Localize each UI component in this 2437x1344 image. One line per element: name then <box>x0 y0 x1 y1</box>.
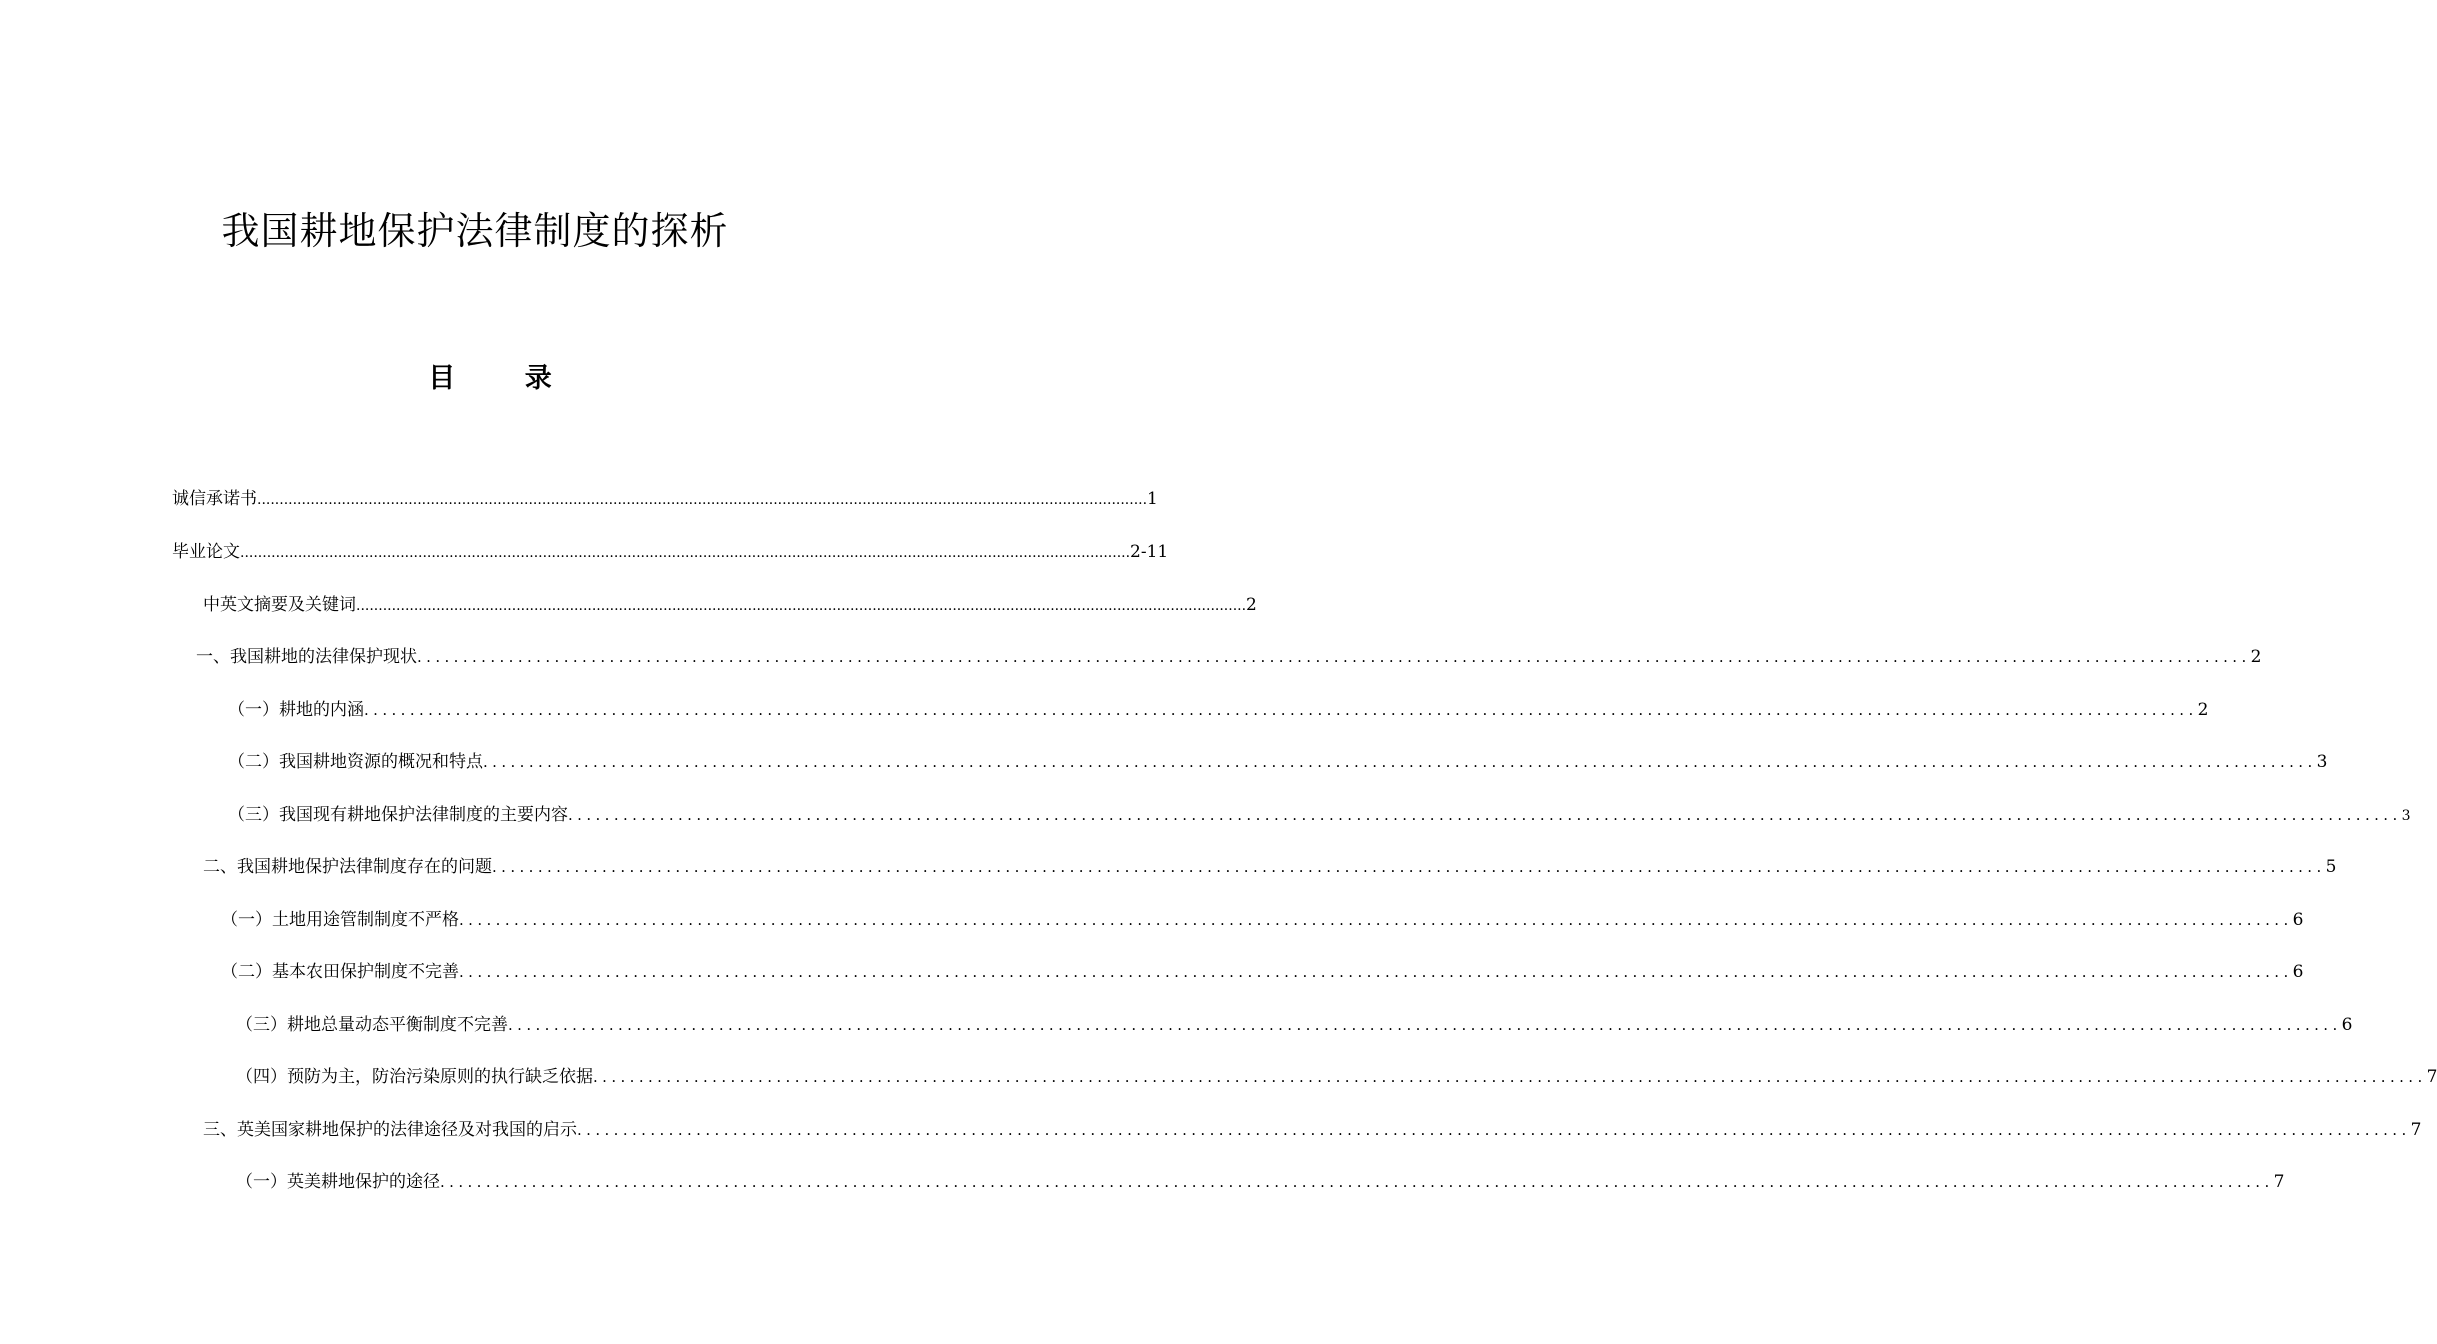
toc-entry-page: 6 <box>2292 962 2304 982</box>
toc-dot-leader: ........................................................................................................................................................................................................ <box>568 806 2402 824</box>
toc-entry-page: 7 <box>2273 1172 2285 1192</box>
toc-entry-label: 毕业论文 <box>172 542 240 562</box>
toc-entry-page: 2 <box>1246 595 1257 615</box>
document-title: 我国耕地保护法律制度的探析 <box>221 209 729 253</box>
toc-entry[interactable] <box>236 1167 2285 1192</box>
toc-entry-label: （四）预防为主，防治污染原则的执行缺乏依据 <box>236 1067 593 1087</box>
toc-dot-leader: ........................................................................................................................................................................................................ <box>440 1173 2274 1191</box>
toc-entry-label: 诚信承诺书 <box>172 489 257 509</box>
toc-entry[interactable] <box>196 642 2262 667</box>
toc-entry-label: （三）耕地总量动态平衡制度不完善 <box>236 1015 508 1035</box>
toc-entry-page: 3 <box>2401 808 2411 824</box>
toc-entry[interactable] <box>228 695 2209 720</box>
toc-entry-page: 3 <box>2316 752 2328 772</box>
toc-entry[interactable] <box>172 484 1158 509</box>
toc-dot-leader: ........................................................................................................................................................................................................ <box>483 753 2317 771</box>
toc-entry[interactable] <box>172 537 1169 562</box>
toc-entry-label: 二、我国耕地保护法律制度存在的问题 <box>203 857 492 877</box>
toc-heading: 目 录 <box>428 363 582 394</box>
toc-dot-leader: ........................................................................................................................................................................................................ <box>240 545 1131 561</box>
toc-entry[interactable] <box>221 905 2304 930</box>
toc-entry-page: 2 <box>2250 647 2262 667</box>
toc-entry-page: 2 <box>2197 700 2209 720</box>
toc-entry-label: 中英文摘要及关键词 <box>203 595 356 615</box>
toc-entry-label: （二）基本农田保护制度不完善 <box>221 962 459 982</box>
toc-dot-leader: ........................................................................................................................................................................................................ <box>356 598 1247 614</box>
toc-entry-label: （三）我国现有耕地保护法律制度的主要内容 <box>228 805 568 825</box>
toc-entry[interactable] <box>228 800 2411 825</box>
toc-entry-page: 1 <box>1147 489 1158 509</box>
toc-dot-leader: ........................................................................................................................................................................................................ <box>459 911 2293 929</box>
toc-entry-label: （一）耕地的内涵 <box>228 700 364 720</box>
toc-dot-leader: ........................................................................................................................................................................................................ <box>364 701 2198 719</box>
toc-entry-label: 一、我国耕地的法律保护现状 <box>196 647 417 667</box>
toc-entry[interactable] <box>203 590 1257 615</box>
toc-entry-label: （一）土地用途管制制度不严格 <box>221 910 459 930</box>
toc-entry[interactable] <box>236 1010 2353 1035</box>
toc-dot-leader: ........................................................................................................................................................................................................ <box>508 1016 2342 1034</box>
toc-entry[interactable] <box>203 1115 2422 1140</box>
toc-entry[interactable] <box>203 852 2337 877</box>
toc-entry[interactable] <box>221 957 2304 982</box>
toc-entry-page: 5 <box>2325 857 2337 877</box>
toc-dot-leader: ........................................................................................................................................................................................................ <box>593 1068 2427 1086</box>
toc-entry-page: 6 <box>2341 1015 2353 1035</box>
toc-entry-label: （一）英美耕地保护的途径 <box>236 1172 440 1192</box>
toc-entry-label: 三、英美国家耕地保护的法律途径及对我国的启示 <box>203 1120 577 1140</box>
toc-dot-leader: ........................................................................................................................................................................................................ <box>459 963 2293 981</box>
toc-entry-label: （二）我国耕地资源的概况和特点 <box>228 752 483 772</box>
toc-dot-leader: ........................................................................................................................................................................................................ <box>417 648 2251 666</box>
toc-entry-page: 7 <box>2426 1067 2437 1087</box>
toc-entry-page: 2-11 <box>1130 542 1169 562</box>
toc-entry-page: 6 <box>2292 910 2304 930</box>
toc-dot-leader: ........................................................................................................................................................................................................ <box>257 492 1148 508</box>
toc-dot-leader: ........................................................................................................................................................................................................ <box>492 858 2326 876</box>
toc-dot-leader: ........................................................................................................................................................................................................ <box>577 1121 2411 1139</box>
toc-entry[interactable] <box>228 747 2328 772</box>
toc-entry-page: 7 <box>2410 1120 2422 1140</box>
toc-entry[interactable] <box>236 1062 2437 1087</box>
